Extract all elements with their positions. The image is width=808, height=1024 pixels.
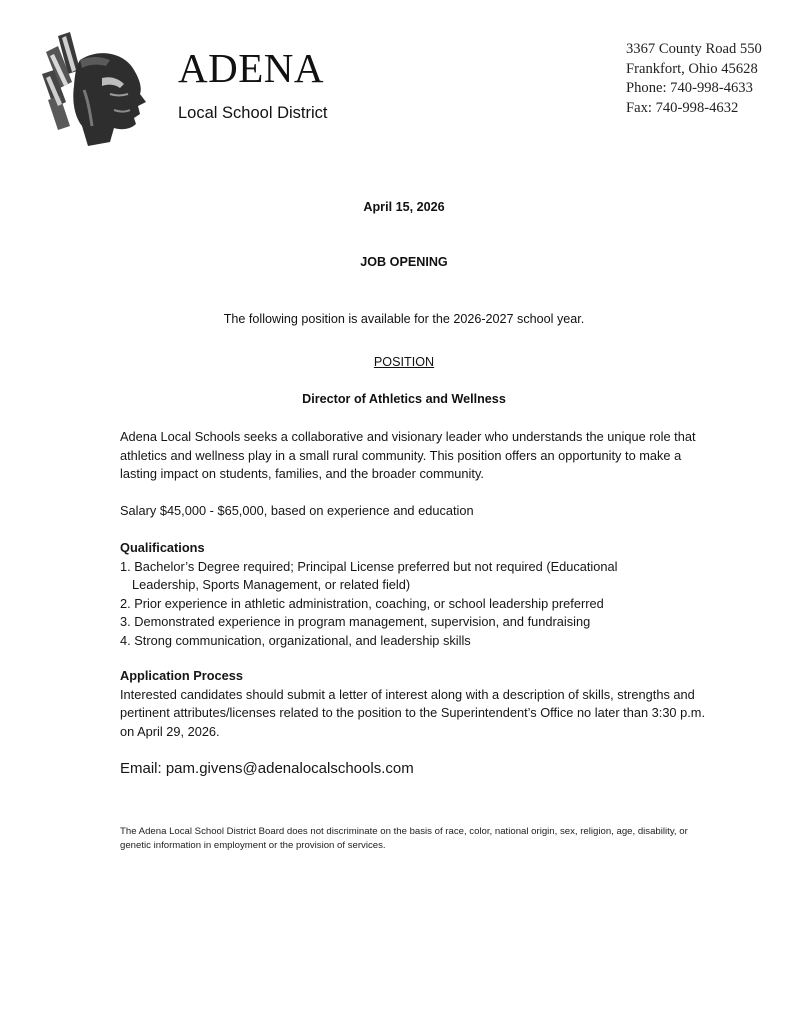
address-fax: Fax: 740-998-4632: [626, 99, 739, 116]
application-text: Interested candidates should submit a letter of interest along with a description of skills, strengths and pertinent attributes/licenses related to the position to the Superintendent’s Office no later than 3:30 p.m. on April 29, 2026.: [120, 686, 705, 739]
qualifications-list: [120, 558, 720, 651]
application-heading: Application Process: [120, 668, 244, 683]
list-item: 4. Strong communication, organizational, and leadership skills: [120, 632, 471, 648]
job-opening-heading: JOB OPENING: [360, 255, 448, 269]
position-description: Adena Local Schools seeks a collaborative and visionary leader who understands the unique role that athletics and wellness play in a small rural community. This position offers an opportunity to make a lasting impact on students, families, and the broader community.: [120, 429, 696, 482]
address-phone: Phone: 740-998-4633: [626, 80, 753, 96]
qualifications-heading: Qualifications: [120, 540, 205, 555]
list-item: 3. Demonstrated experience in program management, supervision, and fundraising: [120, 614, 591, 630]
nondiscrimination-footer: The Adena Local School District Board does not discriminate on the basis of race, color, national origin, sex, religion, age, disability, or genetic information in employment or the provision of services.: [120, 826, 688, 852]
district-name: ADENA: [178, 45, 324, 91]
intro-text: The following position is available for the 2026-2027 school year.: [223, 312, 585, 326]
district-address: [626, 40, 762, 118]
native-american-chief-logo-icon: [40, 30, 148, 148]
salary-text: Salary $45,000 - $65,000, based on experience and education: [120, 503, 474, 518]
qualifications-section: [120, 539, 720, 651]
application-section: [120, 667, 720, 741]
district-subtitle: Local School District: [178, 104, 328, 122]
letter-date: April 15, 2026: [363, 200, 445, 214]
address-city: Frankfort, Ohio 45628: [626, 60, 758, 77]
list-item: 2. Prior experience in athletic administration, coaching, or school leadership preferred: [120, 595, 604, 611]
position-title: Director of Athletics and Wellness: [302, 392, 506, 406]
position-label: POSITION: [373, 355, 435, 369]
address-street: 3367 County Road 550: [626, 41, 762, 57]
list-item: Leadership, Sports Management, or related field): [132, 577, 411, 593]
contact-email: Email: pam.givens@adenalocalschools.com: [120, 760, 414, 777]
list-item: 1. Bachelor’s Degree required; Principal License preferred but not required (Educational: [120, 558, 618, 574]
